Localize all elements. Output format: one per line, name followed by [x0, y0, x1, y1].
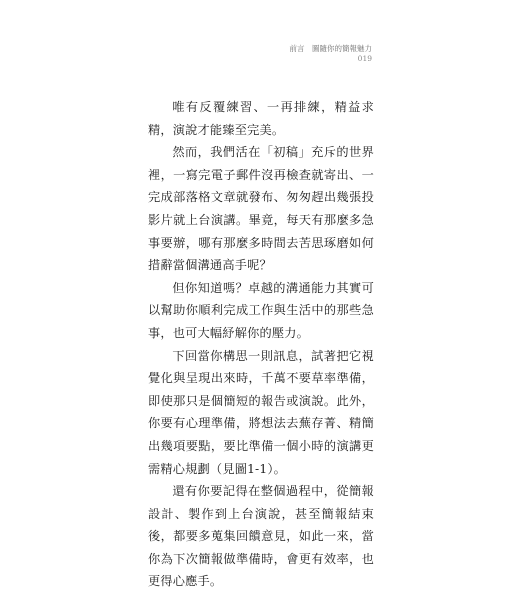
paragraph-5: 還有你要記得在整個過程中，從簡報設計、製作到上台演說，甚至簡報結束後，都要多蒐集回饋意見，如此一來，當你為下次簡報做準備時，會更有效率，也更得心應手。 [148, 484, 374, 589]
paragraph-4: 下回當你構思一則訊息，試著把它視覺化與呈現出來時，千萬不要草率準備，即使那只是個簡短的報告或演說。此外，你要有心理準備，將想法去蕪存菁、精簡出幾項要點，要比準備一個小時的演講更需精心規劃（見圖1-1）。 [148, 348, 374, 476]
page-number: 019 [357, 54, 372, 63]
running-header [290, 44, 373, 64]
paragraph-3: 但你知道嗎？卓越的溝通能力其實可以幫助你順利完成工作與生活中的那些急事，也可大幅紓解你的壓力。 [148, 280, 374, 340]
paragraph-1: 唯有反覆練習、一再排練，精益求精，演說才能臻至完美。 [148, 100, 374, 137]
chapter-title: 前言 圖隨你的簡報魅力 [289, 44, 372, 53]
paragraph-2: 然而，我們活在「初稿」充斥的世界裡，一寫完電子郵件沒再檢查就寄出、一完成部落格文章就發布、匆匆趕出幾張投影片就上台演講。畢竟，每天有那麼多急事要辦，哪有那麼多時間去苦思琢磨如何措辭當個溝通高手呢？ [148, 145, 374, 273]
body-text [148, 96, 374, 593]
